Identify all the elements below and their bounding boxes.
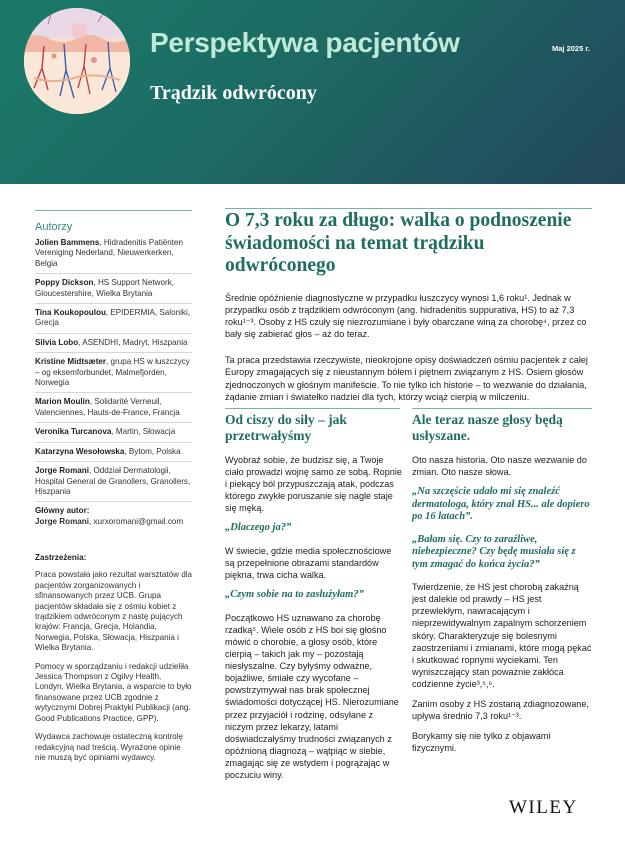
left-column-divider xyxy=(225,408,400,409)
left-column xyxy=(225,412,403,789)
author-name: Kristine Midtsæter xyxy=(35,357,107,367)
author-name: Veronika Turcanova xyxy=(35,427,112,437)
author-affiliation: , EPIDERMIA, Saloniki, Grecja xyxy=(35,308,191,328)
disclaimer-heading: Zastrzeżenia: xyxy=(35,553,87,562)
page-title: Perspektywa pacjentów xyxy=(150,27,460,58)
disclaimer xyxy=(35,553,192,771)
author-affiliation: , Bytom, Polska xyxy=(124,446,181,456)
author-name: Jolien Bammens xyxy=(35,238,100,247)
author-name: Tina Koukopoulou xyxy=(35,308,106,318)
disclaimer-paragraph: Pomocy w sporządzaniu i redakcji udzieliła Jessica Thompson z Ogilvy Health, Londyn, Wielka Brytania, a wsparcie to było finansowane przez UCB zgodnie z wytycznymi Dobrej Praktyki Publikacji (ang. Good Publications Practice, GPP). xyxy=(35,661,192,723)
author-affiliation: , Hidradenitis Patiënten Vereniging Nederland, Nieuwerkerken, Belgia xyxy=(35,238,184,268)
author-name: Poppy Dickson xyxy=(35,278,94,288)
author-entry xyxy=(35,308,192,334)
intro-paragraph: Średnie opóźnienie diagnostyczne w przypadku łuszczycy wynosi 1,6 roku¹. Jednak w przypadku osób z trądzikiem odwróconym (ang. hidradenitis suppurativa, HS) to aż 7,3 roku¹⁻³. Osoby z HS czuły się niezrozumiane i były obarczane winą za chorobę⁴, przez co bały się zabierać głos – aż do teraz. xyxy=(225,293,587,340)
right-paragraph: Twierdzenie, że HS jest chorobą zakaźną jest dalekie od prawdy – HS jest przewlekłym, nawracającym i nieprzewidywalnym zapalnym schorzeniem skóry. Charakteryzuje się bolesnymi zaostrzeniami i zmianami, które mogą pękać i skutkować ropnymi wyciekami. Ten wyniszczający stan poważnie zakłóca codzienne życie³,⁵,⁶. xyxy=(412,582,592,689)
author-name: Silvia Lobo xyxy=(35,337,79,347)
author-name: Jorge Romani xyxy=(35,466,89,476)
author-name: Katarzyna Wesołowska xyxy=(35,446,125,456)
right-column xyxy=(412,412,592,762)
author-entry xyxy=(35,278,192,304)
left-paragraph: Początkowo HS uznawano za chorobę rzadką⁵. Wiele osób z HS boi się głośno mówić o chorobie, a głosy osób, które cierpią – takich jak my – pozostają niesłyszalne. Czy byłyśmy odważne, bojaźliwe, śmiałe czy wycofane – powstrzymywał nas brak społecznej świadomości dotyczącej HS. Nierozumiane przez przyjaciół i rodzinę, odsyłane z niczym przez lekarzy, latami doświadczałyśmy trudności związanych z opóźnioną diagnozą – wątpiąc w siebie, zmagając się ze wstydem i pogrążając w poczuciu winy. xyxy=(225,612,399,780)
author-entry xyxy=(35,427,192,442)
sidebar-divider xyxy=(35,210,192,211)
author-entry xyxy=(35,238,192,274)
author-affiliation: , Solidarité Verneuil, Valenciennes, Hauts-de-France, Francja xyxy=(35,397,180,417)
author-affiliation: , grupa HS w łuszczycy – og eksemforbundet, Malmefjorden, Norwegia xyxy=(35,357,190,388)
right-paragraph: Oto nasza historia. Oto nasze wezwanie do zmian. Oto nasze słowa. xyxy=(412,455,587,478)
publication-date: Maj 2025 r. xyxy=(552,44,590,53)
header-banner xyxy=(0,0,625,184)
article-divider xyxy=(225,208,592,209)
main-author-heading: Główny autor: xyxy=(35,506,90,516)
disclaimer-paragraph: Praca powstała jako rezultat warsztatów dla pacjentów zorganizowanych i sfinansowanych przez UCB. Grupa pacjentów składała się z ośmiu kobiet z trądzikiem odwróconym z nastę pujących krajów: Francja, Grecja, Holandia, Norwegia, Polska, Słowacja, Hiszpania i Wielka Brytania. xyxy=(35,570,193,653)
right-paragraph: Borykamy się nie tylko z objawami fizycznymi. xyxy=(412,731,551,754)
main-author-email: , xurxoromani@gmail.com xyxy=(88,516,184,526)
patient-quote: „Dlaczego ja?” xyxy=(225,522,292,534)
author-affiliation: , HS Support Network, Gloucestershire, Wielka Brytania xyxy=(35,278,174,298)
left-paragraph: Wyobraź sobie, że budzisz się, a Twoje ciało prowadzi wojnę samo ze sobą. Ropnie i piekący ból przypuszczają atak, podczas którego zwykłe poruszanie się nagle staje się męką. xyxy=(225,455,402,514)
patient-quote: „Czym sobie na to zasłużyłam?” xyxy=(225,589,364,601)
left-paragraph: W świecie, gdzie media społecznościowe są przepełnione obrazami standardów piękna, trwa cicha walka. xyxy=(225,545,392,581)
patient-quote: „Bałam się. Czy to zaraźliwe, niebezpieczne? Czy będę musiała się z tym zmagać do końca życia?” xyxy=(412,533,576,570)
main-author xyxy=(35,517,192,527)
right-paragraph: Zanim osoby z HS zostaną zdiagnozowane, upływa średnio 7,3 roku¹⁻³. xyxy=(412,699,589,722)
skin-illustration xyxy=(24,8,130,114)
authors-heading: Autorzy xyxy=(35,221,73,233)
page-subtitle: Trądzik odwrócony xyxy=(150,82,317,104)
main-author-name: Jorge Romani xyxy=(35,516,89,526)
authors-list xyxy=(35,238,192,527)
author-entry xyxy=(35,338,192,353)
author-affiliation: , Oddział Dermatologii, Hospital General de Granollers, Granollers, Hiszpania xyxy=(35,466,191,496)
patient-quote: „Na szczęście udało mi się znaleźć dermatologa, który znał HS... ale dopiero po 16 latach”. xyxy=(412,486,590,523)
author-entry xyxy=(35,357,192,393)
right-column-heading: Ale teraz nasze głosy będą usłyszane. xyxy=(412,412,563,443)
intro-paragraph: Ta praca przedstawia rzeczywiste, nieokrojone opisy doświadczeń ośmiu pacjentek z całej Europy zmagających się z nieustannym bólem i piętnem związanym z HS. Osiem głosów zjednoczonych w głośnym manifeście. To nie tylko ich historie – to wezwanie do działania, żądanie zmian i światełko nadziei dla tych, którzy wciąż cierpią w milczeniu. xyxy=(225,355,588,402)
author-affiliation: , ASENDHI, Madryt, Hiszpania xyxy=(78,337,188,347)
author-entry xyxy=(35,466,192,502)
author-entry xyxy=(35,447,192,462)
left-column-heading: Od ciszy do siły – jak przetrwałyśmy xyxy=(225,412,347,443)
skin-cross-section-icon xyxy=(24,8,130,114)
article-headline: O 7,3 roku za długo: walka o podnoszenie świadomości na temat trądziku odwróconego xyxy=(225,210,572,276)
author-affiliation: , Martin, Słowacja xyxy=(111,427,176,437)
author-name: Marion Moulin xyxy=(35,397,90,407)
author-entry xyxy=(35,397,192,423)
disclaimer-paragraph: Wydawca zachowuje ostateczną kontrolę redakcyjną nad treścią. Wyrażone opinie nie muszą być opiniami wydawcy. xyxy=(35,732,183,762)
wiley-logo: WILEY xyxy=(509,797,578,818)
right-column-divider xyxy=(412,408,592,409)
article-intro xyxy=(225,292,595,417)
